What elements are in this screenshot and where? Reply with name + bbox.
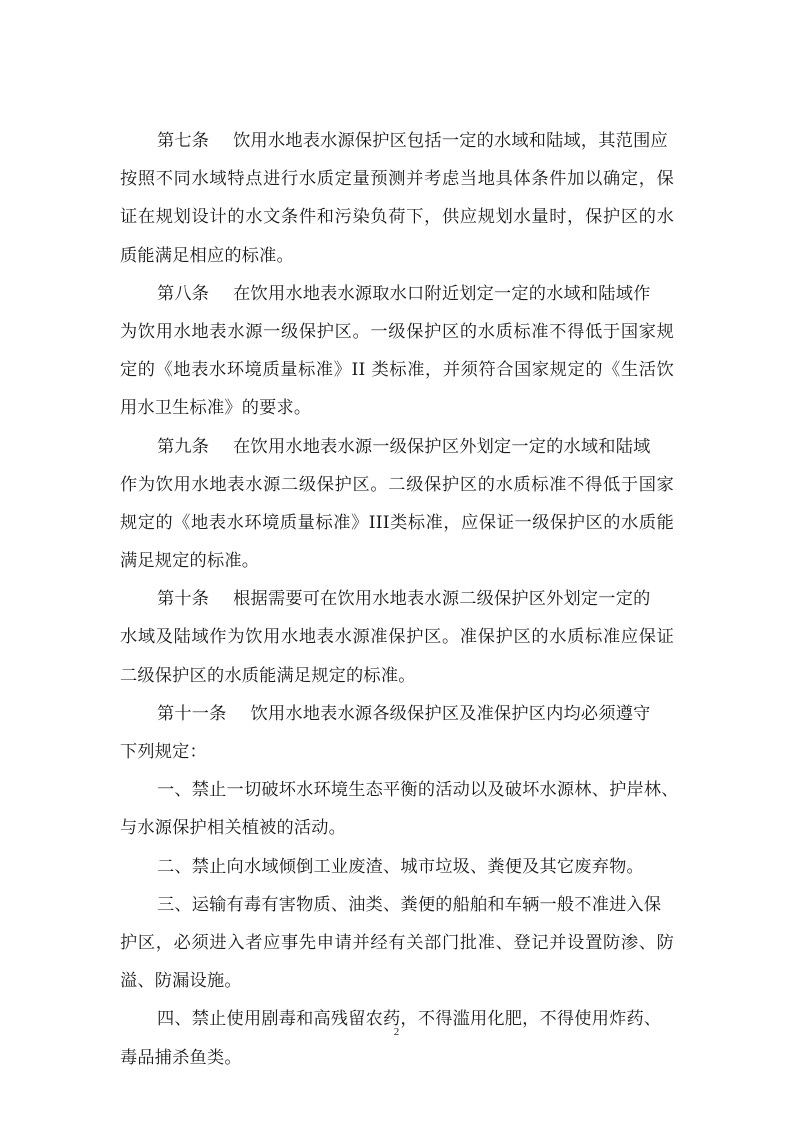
paragraph-line: 为饮用水地表水源一级保护区。一级保护区的水质标准不得低于国家规 xyxy=(120,321,674,342)
line-text: 在饮用水地表水源取水口附近划定一定的水域和陆域作 xyxy=(233,283,651,304)
paragraph-line xyxy=(120,122,674,160)
provision-item-3 xyxy=(120,886,674,1001)
article-10-paragraph xyxy=(120,580,674,695)
paragraph-line xyxy=(120,275,674,313)
article-heading: 第九条 xyxy=(157,436,210,457)
paragraph-line: 毒品捕杀鱼类。 xyxy=(120,1047,242,1068)
line-text: 在饮用水地表水源一级保护区外划定一定的水域和陆域 xyxy=(233,436,651,457)
provision-item-4 xyxy=(120,1000,674,1076)
paragraph-line: 三、运输有毒有害物质、油类、粪便的船舶和车辆一般不准进入保 xyxy=(157,894,662,915)
paragraph-line: 溢、防漏设施。 xyxy=(120,971,242,992)
article-7-paragraph xyxy=(120,122,674,275)
paragraph-line: 四、禁止使用剧毒和高残留农药，不得滥用化肥，不得使用炸药、 xyxy=(157,1009,662,1030)
paragraph-line: 作为饮用水地表水源二级保护区。二级保护区的水质标准不得低于国家 xyxy=(120,474,674,495)
line-text: 根据需要可在饮用水地表水源二级保护区外划定一定的 xyxy=(233,589,651,610)
article-heading: 第七条 xyxy=(157,131,210,151)
provision-item-1 xyxy=(120,771,679,847)
line-text: 饮用水地表水源保护区包括一定的水域和陆域，其范围应 xyxy=(233,131,668,151)
paragraph-line: 一、禁止一切破坏水环境生态平衡的活动以及破坏水源林、护岸林、 xyxy=(157,780,679,801)
article-heading: 第十一条 xyxy=(157,703,227,724)
paragraph-line xyxy=(120,695,674,733)
paragraph-line xyxy=(120,580,674,618)
article-8-paragraph xyxy=(120,275,674,428)
provision-item-2 xyxy=(120,848,674,886)
document-body xyxy=(120,122,679,1077)
article-heading: 第八条 xyxy=(157,283,210,304)
paragraph-line: 规定的《地表水环境质量标准》III类标准，应保证一级保护区的水质能 xyxy=(120,512,674,533)
paragraph-line: 定的《地表水环境质量标准》II 类标准，并须符合国家规定的《生活饮 xyxy=(120,360,674,381)
paragraph-line: 质能满足相应的标准。 xyxy=(120,245,294,266)
article-heading: 第十条 xyxy=(157,589,210,610)
paragraph-line: 二、禁止向水域倾倒工业废渣、城市垃圾、粪便及其它废弃物。 xyxy=(157,856,644,877)
paragraph-line xyxy=(120,428,674,466)
paragraph-line: 满足规定的标准。 xyxy=(120,551,260,572)
paragraph-line: 与水源保护相关植被的活动。 xyxy=(120,818,347,839)
paragraph-line: 护区，必须进入者应事先申请并经有关部门批准、登记并设置防渗、防 xyxy=(120,932,674,953)
article-11-paragraph xyxy=(120,695,674,771)
paragraph-line: 按照不同水域特点进行水质定量预测并考虑当地具体条件加以确定，保 xyxy=(120,169,674,190)
paragraph-line: 二级保护区的水质能满足规定的标准。 xyxy=(120,665,416,686)
paragraph-line: 下列规定： xyxy=(120,742,207,762)
paragraph-line: 证在规划设计的水文条件和污染负荷下，供应规划水量时，保护区的水 xyxy=(120,207,674,228)
article-9-paragraph xyxy=(120,428,674,581)
paragraph-line: 水域及陆域作为饮用水地表水源准保护区。准保护区的水质标准应保证 xyxy=(120,627,674,648)
paragraph-line: 用水卫生标准》的要求。 xyxy=(120,398,312,419)
page-number: 2 xyxy=(393,1026,400,1038)
line-text: 饮用水地表水源各级保护区及准保护区内均必须遵守 xyxy=(250,703,651,724)
